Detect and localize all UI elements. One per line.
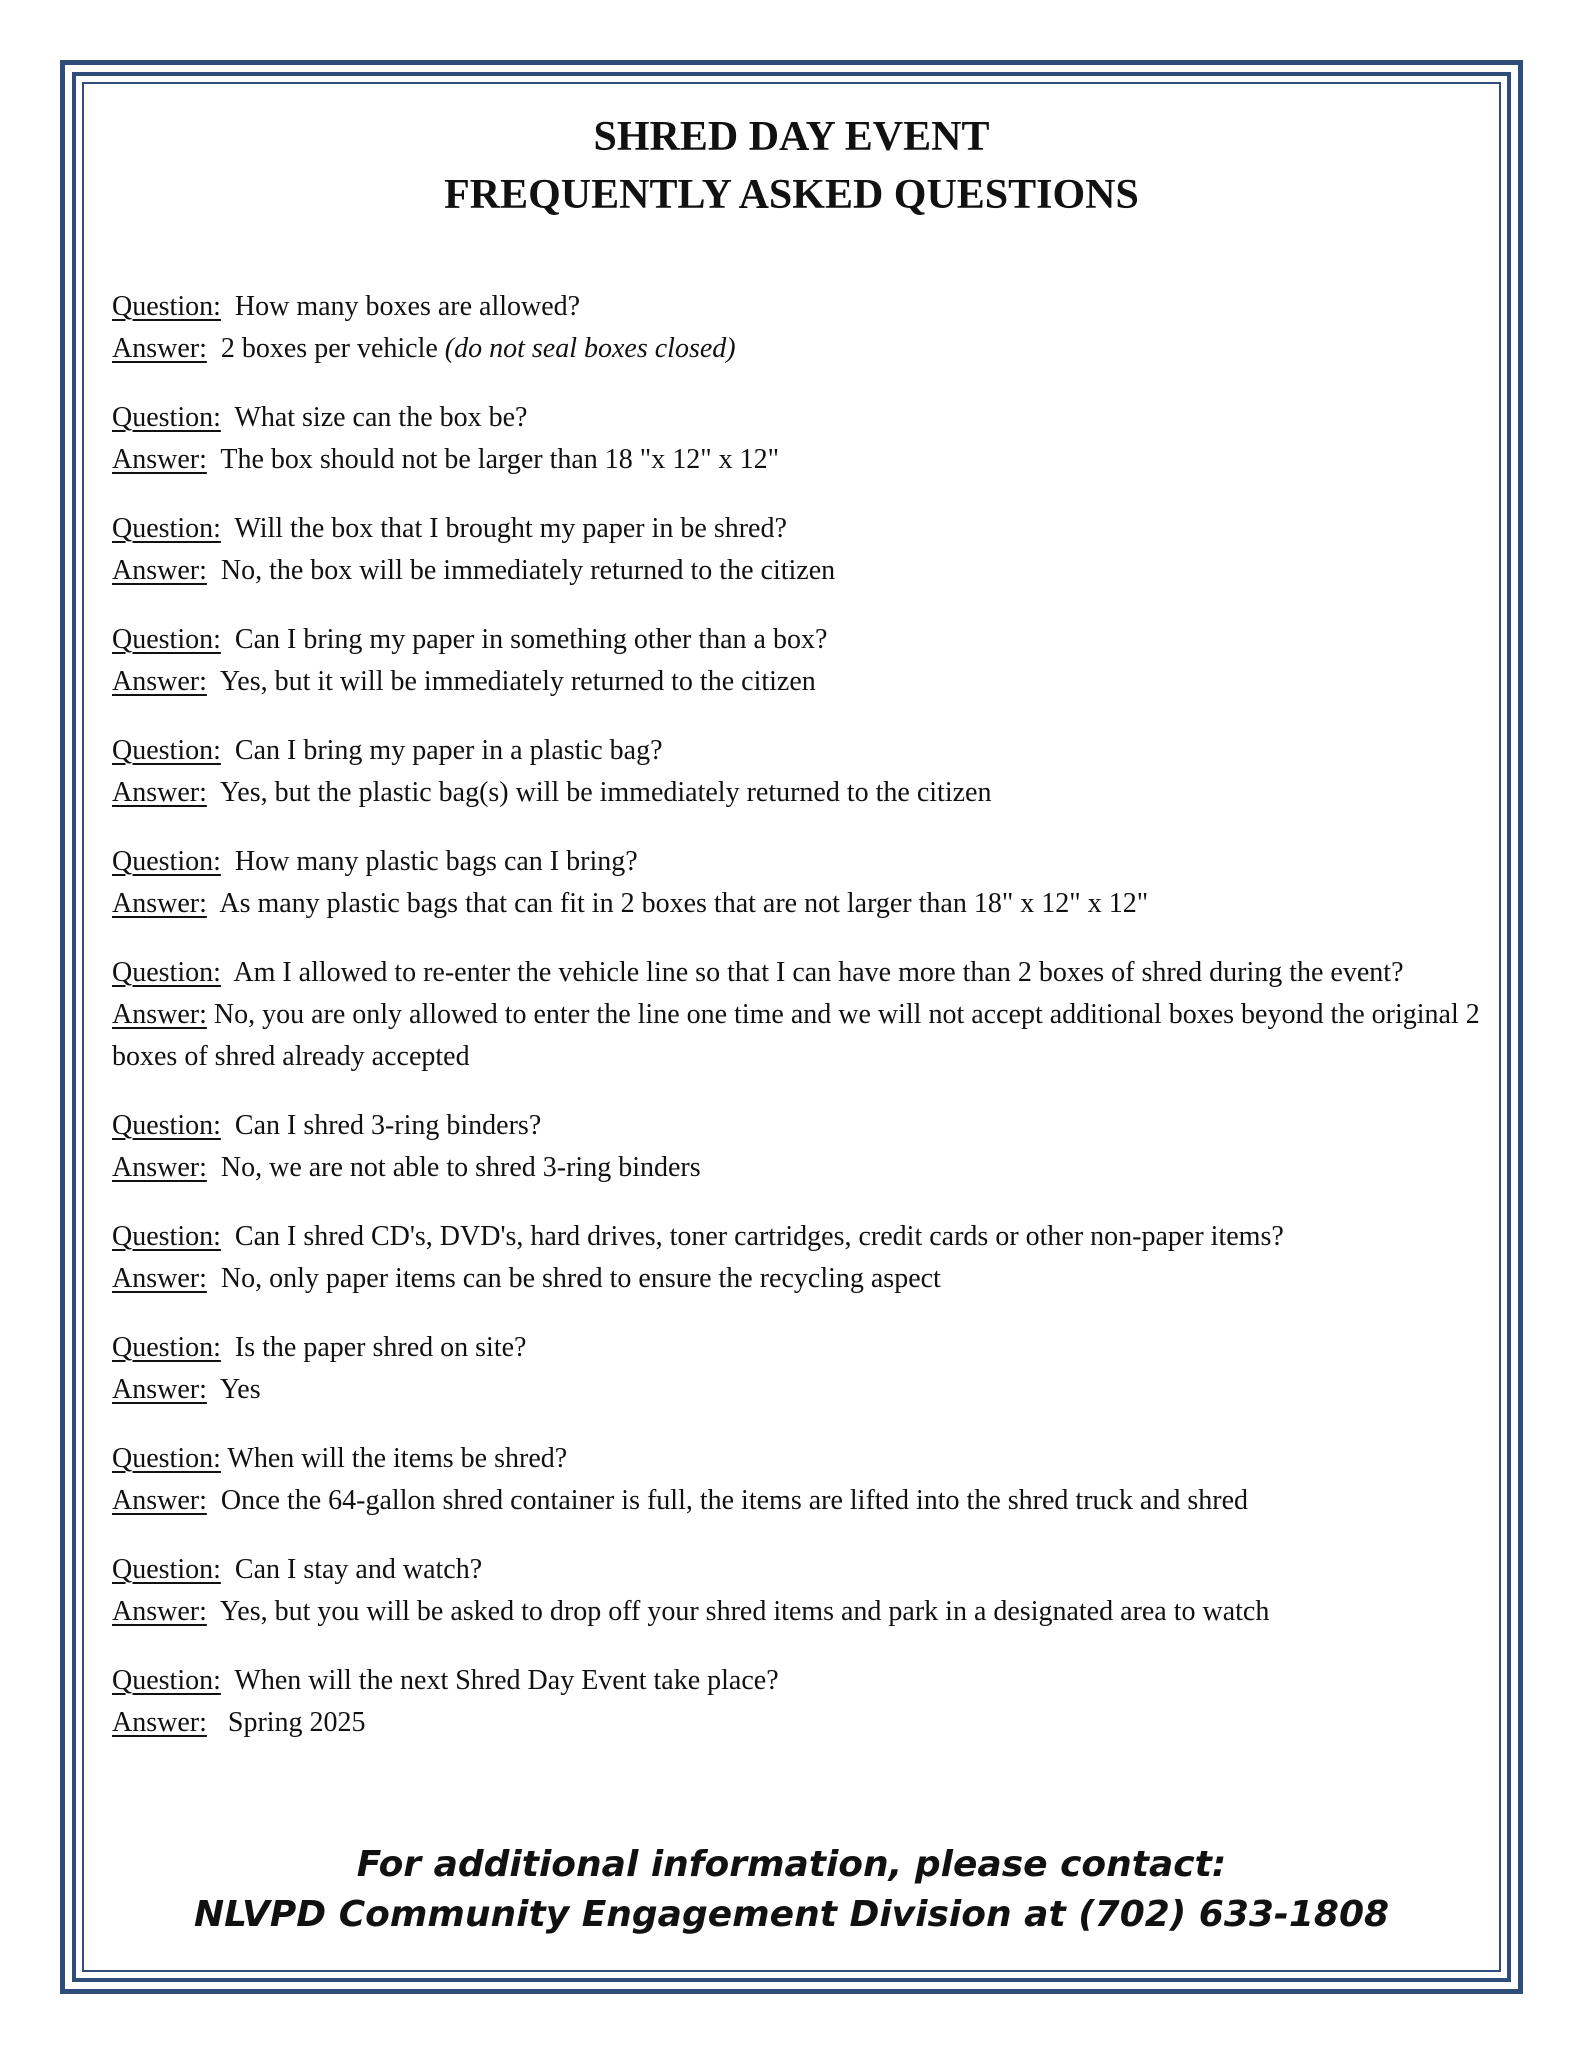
answer-label: Answer: <box>112 888 207 919</box>
answer-label: Answer: <box>112 666 207 697</box>
question-label: Question: <box>112 624 221 655</box>
answer-line <box>112 772 1492 814</box>
question-text: Is the paper shred on site? <box>234 1332 527 1363</box>
answer-line <box>112 1591 1492 1633</box>
question-text: Can I shred CD's, DVD's, hard drives, toner cartridges, credit cards or other non-paper items? <box>234 1221 1284 1252</box>
answer-line <box>112 1480 1492 1522</box>
question-line <box>112 508 1492 550</box>
question-line <box>112 1660 1492 1702</box>
answer-label: Answer: <box>112 333 207 364</box>
contact-info <box>0 1840 1583 1940</box>
faq-item <box>112 397 1492 481</box>
question-line <box>112 619 1492 661</box>
question-text: What size can the box be? <box>234 402 528 433</box>
answer-label: Answer: <box>112 1152 207 1183</box>
answer-line <box>112 883 1492 925</box>
question-label: Question: <box>112 846 221 877</box>
question-label: Question: <box>112 1443 221 1474</box>
faq-item <box>112 1327 1492 1411</box>
question-label: Question: <box>112 1110 221 1141</box>
answer-line <box>112 328 1492 370</box>
faq-item <box>112 1105 1492 1189</box>
answer-label: Answer: <box>112 1374 207 1405</box>
answer-label: Answer: <box>112 1707 207 1738</box>
answer-line <box>112 661 1492 703</box>
question-text: Will the box that I brought my paper in be shred? <box>234 513 787 544</box>
question-text: Can I bring my paper in a plastic bag? <box>234 735 663 766</box>
answer-label: Answer: <box>112 999 207 1030</box>
faq-item <box>112 1549 1492 1633</box>
question-label: Question: <box>112 1221 221 1252</box>
answer-line <box>112 1369 1492 1411</box>
answer-line <box>112 1258 1492 1300</box>
faq-item <box>112 1438 1492 1522</box>
page-title <box>0 108 1583 224</box>
answer-label: Answer: <box>112 444 207 475</box>
contact-line-1: For additional information, please contact: <box>356 1844 1227 1885</box>
faq-list <box>112 286 1492 1744</box>
faq-item <box>112 619 1492 703</box>
question-text: When will the items be shred? <box>227 1443 568 1474</box>
question-label: Question: <box>112 957 221 988</box>
question-line <box>112 397 1492 439</box>
faq-item <box>112 730 1492 814</box>
question-label: Question: <box>112 1554 221 1585</box>
title-line-2: FREQUENTLY ASKED QUESTIONS <box>444 172 1139 218</box>
question-label: Question: <box>112 1332 221 1363</box>
contact-line-2: NLVPD Community Engagement Division at (702) 633-1808 <box>193 1894 1390 1935</box>
answer-line <box>112 994 1492 1078</box>
question-label: Question: <box>112 402 221 433</box>
answer-text: 2 boxes per vehicle <box>220 333 445 364</box>
question-line <box>112 1105 1492 1147</box>
question-text: How many boxes are allowed? <box>234 291 581 322</box>
question-line <box>112 952 1492 994</box>
answer-text: Yes, but it will be immediately returned to the citizen <box>219 666 816 697</box>
answer-line <box>112 439 1492 481</box>
faq-item <box>112 1660 1492 1744</box>
question-label: Question: <box>112 291 221 322</box>
question-line <box>112 1549 1492 1591</box>
answer-line <box>112 550 1492 592</box>
answer-text: Once the 64-gallon shred container is full, the items are lifted into the shred truck and shred <box>220 1485 1249 1516</box>
question-text: When will the next Shred Day Event take place? <box>234 1665 779 1696</box>
title-line-1: SHRED DAY EVENT <box>593 114 990 160</box>
question-line <box>112 286 1492 328</box>
question-line <box>112 730 1492 772</box>
answer-text: Spring 2025 <box>227 1707 366 1738</box>
question-line <box>112 1216 1492 1258</box>
question-text: How many plastic bags can I bring? <box>234 846 638 877</box>
answer-text: As many plastic bags that can fit in 2 boxes that are not larger than 18" x 12" x 12" <box>219 888 1149 919</box>
answer-label: Answer: <box>112 1263 207 1294</box>
question-text: Can I stay and watch? <box>234 1554 483 1585</box>
faq-item <box>112 508 1492 592</box>
question-line <box>112 1438 1492 1480</box>
answer-text: No, the box will be immediately returned to the citizen <box>220 555 836 586</box>
answer-text: No, only paper items can be shred to ensure the recycling aspect <box>220 1263 941 1294</box>
question-label: Question: <box>112 735 221 766</box>
answer-text: Yes, but you will be asked to drop off your shred items and park in a designated area to watch <box>219 1596 1270 1627</box>
faq-item <box>112 286 1492 370</box>
answer-label: Answer: <box>112 1596 207 1627</box>
answer-label: Answer: <box>112 555 207 586</box>
answer-text: The box should not be larger than 18 "x 12" x 12" <box>220 444 780 475</box>
question-text: Can I bring my paper in something other than a box? <box>234 624 828 655</box>
faq-item <box>112 952 1492 1078</box>
faq-item <box>112 1216 1492 1300</box>
question-text: Can I shred 3-ring binders? <box>234 1110 542 1141</box>
question-text: Am I allowed to re-enter the vehicle line so that I can have more than 2 boxes of shred during the event? <box>233 957 1404 988</box>
answer-note: (do not seal boxes closed) <box>444 333 736 364</box>
faq-item <box>112 841 1492 925</box>
answer-line <box>112 1702 1492 1744</box>
answer-text: No, you are only allowed to enter the line one time and we will not accept additional boxes beyond the original 2 boxes of shred already accepted <box>112 999 1480 1072</box>
answer-text: Yes <box>219 1374 261 1405</box>
answer-label: Answer: <box>112 777 207 808</box>
answer-line <box>112 1147 1492 1189</box>
question-label: Question: <box>112 513 221 544</box>
question-line <box>112 1327 1492 1369</box>
question-label: Question: <box>112 1665 221 1696</box>
answer-label: Answer: <box>112 1485 207 1516</box>
question-line <box>112 841 1492 883</box>
answer-text: Yes, but the plastic bag(s) will be immediately returned to the citizen <box>219 777 992 808</box>
answer-text: No, we are not able to shred 3-ring binders <box>220 1152 701 1183</box>
